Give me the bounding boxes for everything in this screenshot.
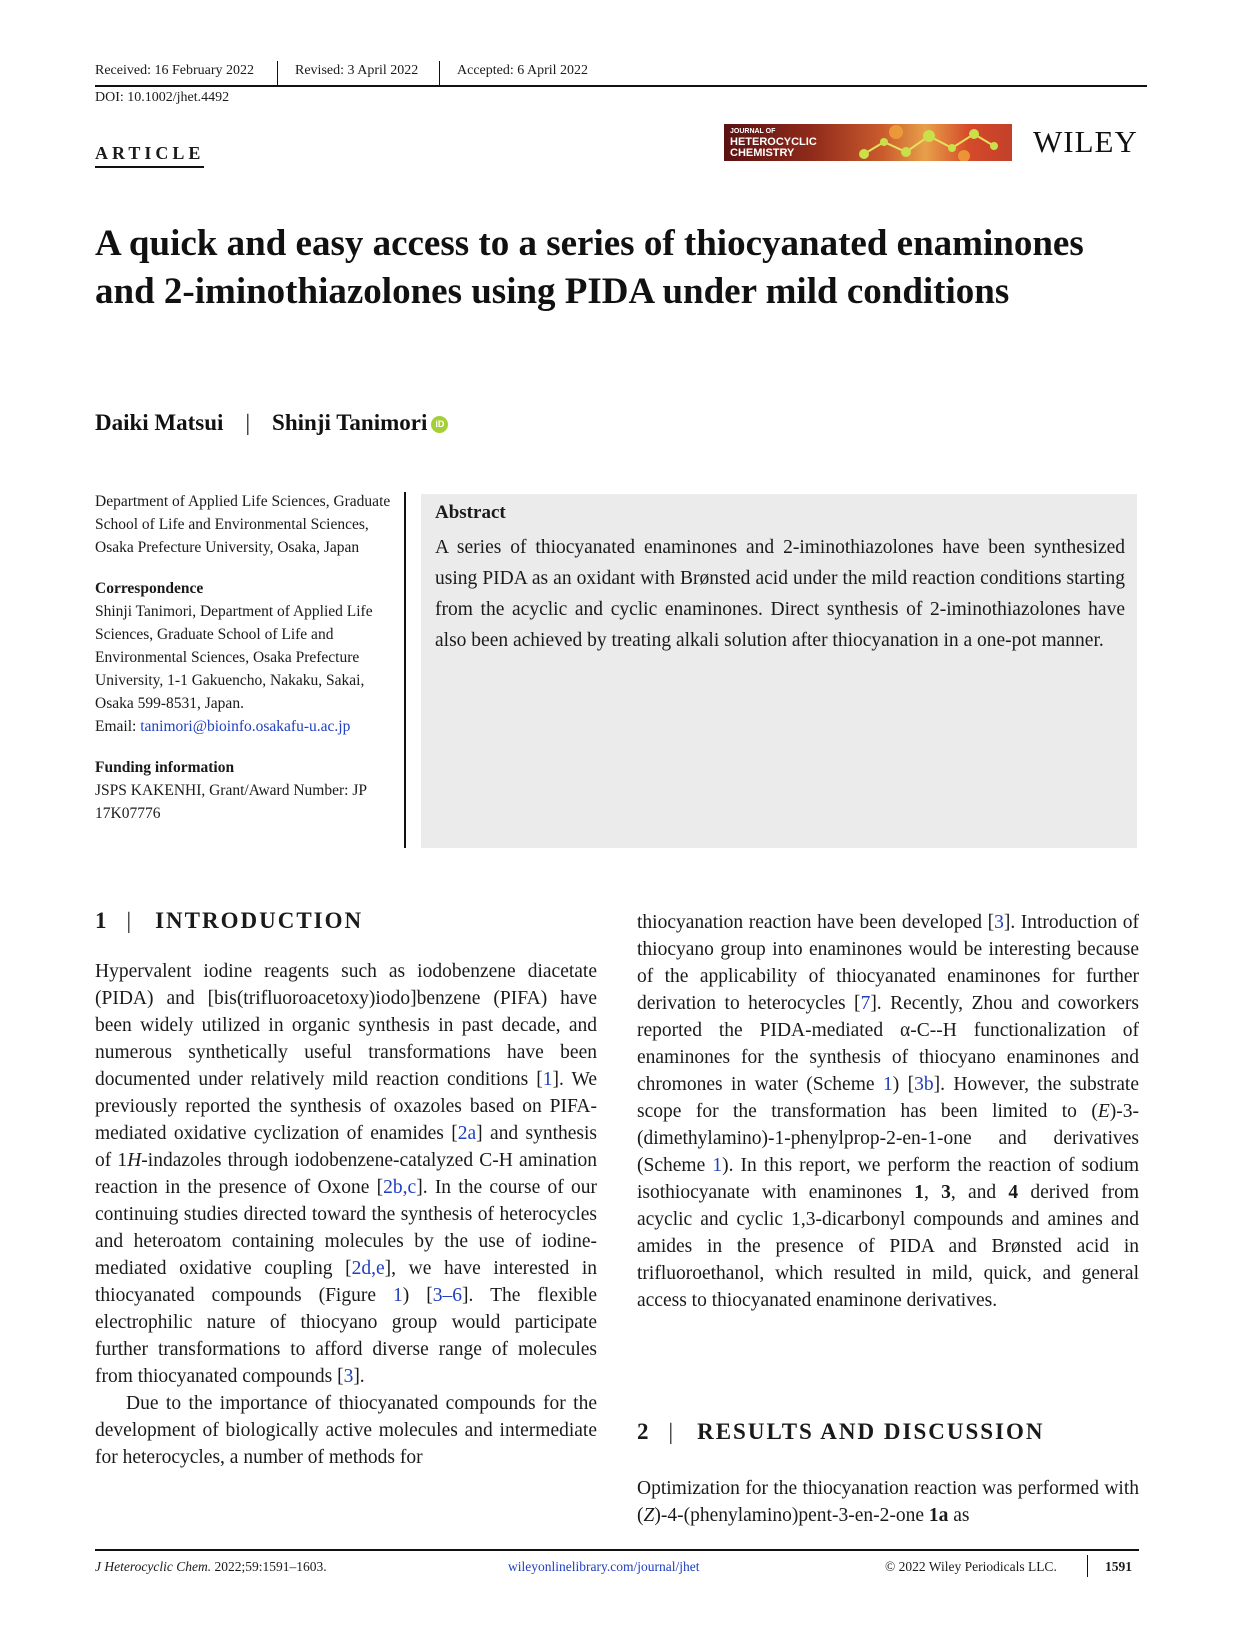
reference-link[interactable]: 1 [542,1069,553,1090]
orcid-icon[interactable]: iD [431,416,448,433]
author-list [95,410,448,436]
section-title: RESULTS AND DISCUSSION [697,1419,1045,1444]
section-separator: | [126,908,134,933]
molecule-graphic-icon [834,124,1012,161]
reference-link[interactable]: 3 [994,912,1004,933]
paragraph-continued: thiocyanation reaction have been developed [3]. Introduction of thiocyano group into enaminones would be interesting because of the applicability of thiocyanated enaminones for further derivation to heterocycles [7]. Recently, Zhou and coworkers reported the PIDA-mediated α-C--H functionalization of enaminones for the synthesis of thiocyano enaminones and chromones in water (Scheme 1) [3b]. However, the substrate scope for the transformation has been limited to (E)-3-(dimethylamino)-1-phenylprop-2-en-1-one and derivatives (Scheme 1). In this report, we perform the reaction of sodium isothiocyanate with enaminones 1, 3, and 4 derived from acyclic and cyclic 1,3-dicarbonyl compounds and amines and amides in the presence of PIDA and Brønsted acid in trifluoroethanol, which resulted in mild, quick, and general access to thiocyanated enaminone derivatives. [637,912,1140,1311]
paragraph: Due to the importance of thiocyanated compounds for the development of biologically active molecules and intermediate for heterocycles, a number of methods for [95,1393,597,1468]
publication-dates-bar [95,61,1147,87]
section-title: INTRODUCTION [155,908,364,933]
sidebar-divider [404,492,406,848]
paragraph: Optimization for the thiocyanation reaction was performed with (Z)-4-(phenylamino)pent-3-en-2-one 1a as [637,1478,1139,1526]
received-date: Received: 16 February 2022 [95,63,255,78]
correspondence-heading: Correspondence [95,580,204,597]
publisher-logo: WILEY [1033,124,1138,159]
reference-link[interactable]: 2a [457,1123,477,1144]
article-title: A quick and easy access to a series of thiocyanated enaminones and 2-iminothiazolones using PIDA under mild conditions [95,223,1084,312]
doi: DOI: 10.1002/jhet.4492 [95,90,230,105]
abstract-text: A series of thiocyanated enaminones and 2-iminothiazolones have been synthesized using PIDA as an oxidant with Brønsted acid under the mild reaction conditions starting from the acyclic and cyclic enaminones. Direct synthesis of 2-iminothiazolones have also been achieved by treating alkali solution after thiocyanation in a one-pot manner. [435,537,1125,651]
section-separator: | [668,1419,676,1444]
section-number: 1 [95,908,109,933]
reference-link[interactable]: 3 [343,1366,354,1387]
scheme-link[interactable]: 1 [882,1074,893,1095]
author-separator: | [245,410,251,435]
section-heading-results [637,1419,1045,1445]
journal-logo-text: JOURNAL OF HETEROCYCLIC CHEMISTRY [730,128,817,159]
section-heading-introduction [95,908,363,934]
journal-logo [724,124,1012,161]
reference-link[interactable]: 7 [860,993,871,1014]
article-info-sidebar [95,490,395,843]
citation: J Heterocyclic Chem. 2022;59:1591–1603. [95,1559,327,1574]
journal-url-link[interactable]: wileyonlinelibrary.com/journal/jhet [508,1559,700,1574]
funding-heading: Funding information [95,759,235,776]
page-footer [95,1549,1139,1581]
reference-link[interactable]: 2d,e [351,1258,385,1279]
reference-link[interactable]: 3b [914,1074,934,1095]
correspondence-text: Shinji Tanimori, Department of Applied Life Sciences, Graduate School of Life and Environmental Sciences, Osaka Prefecture University, 1-1 Gakuencho, Nakaku, Sakai, Osaka 599-8531, Japan. [95,603,373,712]
scheme-link[interactable]: 1 [712,1155,723,1176]
figure-link[interactable]: 1 [393,1285,403,1306]
paragraph: Hypervalent iodine reagents such as iodobenzene diacetate (PIDA) and [bis(trifluoroacetoxy)iodo]benzene (PIFA) have been widely utilized in organic synthesis in past decade, and numerous synthetically useful transformations have been documented under relatively mild reaction conditions [1]. We previously reported the synthesis of oxazoles based on PIFA-mediated oxidative cyclization of enamides [2a] and synthesis of 1H-indazoles through iodobenzene-catalyzed C-H amination reaction in the presence of Oxone [2b,c]. In the course of our continuing studies directed toward the synthesis of heterocycles and heteroatom containing molecules by the use of iodine-mediated oxidative coupling [2d,e], we have interested in thiocyanated compounds (Figure 1) [3–6]. The flexible electrophilic nature of thiocyano group would participate further transformations to afford diverse range of molecules from thiocyanated compounds [3]. [95,961,598,1387]
author-name[interactable]: Shinji Tanimori [272,410,428,435]
article-type-label: ARTICLE [95,143,204,168]
abstract-heading: Abstract [435,502,506,523]
body-column-right-section2 [637,1475,1139,1529]
email-label: Email: [95,718,141,735]
author-name[interactable]: Daiki Matsui [95,410,224,435]
revised-date: Revised: 3 April 2022 [295,63,419,78]
page-number: 1591 [1105,1559,1132,1574]
email-link[interactable]: tanimori@bioinfo.osakafu-u.ac.jp [140,718,351,735]
affiliation: Department of Applied Life Sciences, Graduate School of Life and Environmental Sciences, Osaka Prefecture University, Osaka, Japan [95,493,391,556]
reference-link[interactable]: 2b,c [383,1177,417,1198]
abstract-box [421,494,1137,848]
footer-divider [1087,1555,1088,1577]
body-column-left [95,958,597,1471]
funding-text: JSPS KAKENHI, Grant/Award Number: JP 17K07776 [95,782,367,822]
section-number: 2 [637,1419,651,1444]
body-column-right [637,909,1139,1314]
reference-link[interactable]: 3–6 [432,1285,463,1306]
date-divider [439,61,440,85]
accepted-date: Accepted: 6 April 2022 [457,63,589,78]
date-divider [277,61,278,85]
copyright: © 2022 Wiley Periodicals LLC. [885,1559,1057,1574]
